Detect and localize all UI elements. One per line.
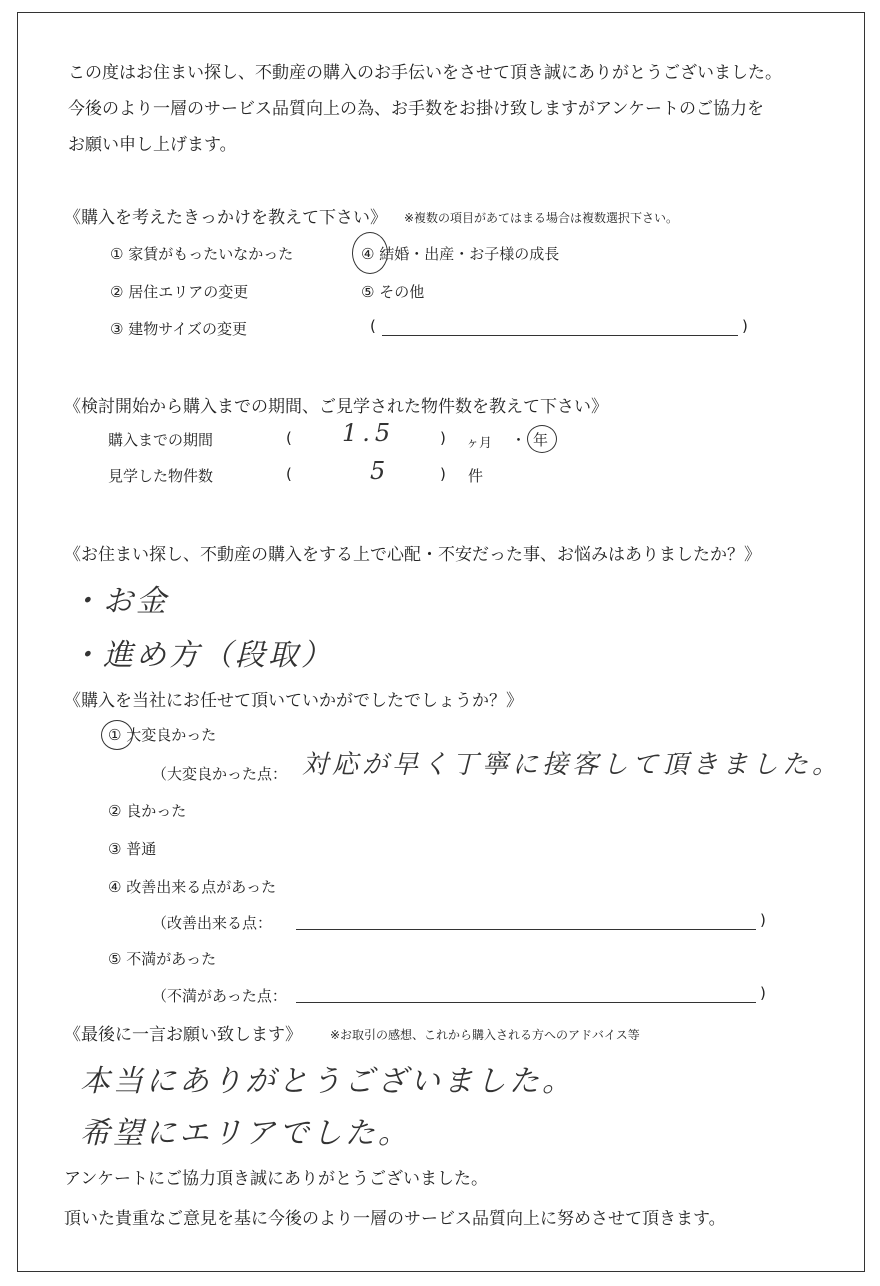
count-unit: 件 xyxy=(468,467,484,485)
closing-line-2: 頂いた貴重なご意見を基に今後のより一層のサービス品質向上に努めさせて頂きます。 xyxy=(64,1209,726,1229)
q4-option-4-input-line[interactable] xyxy=(296,929,756,930)
q4-option-4[interactable]: ④ 改善出来る点があった xyxy=(108,878,277,896)
year-selection-circle xyxy=(527,425,557,453)
intro-line-3: お願い申し上げます。 xyxy=(68,135,237,155)
period-paren-close: ) xyxy=(440,429,446,447)
unit-month[interactable]: ヶ月 xyxy=(466,436,493,451)
period-label: 購入までの期間 xyxy=(108,431,214,449)
count-paren-open: ( xyxy=(286,465,292,483)
selection-circle xyxy=(352,232,388,274)
q1-option-1[interactable]: ① 家賃がもったいなかった xyxy=(110,245,294,263)
q1-note: ※複数の項目があてはまる場合は複数選択下さい。 xyxy=(404,211,679,225)
count-label: 見学した物件数 xyxy=(108,467,214,485)
q1-option-2[interactable]: ② 居住エリアの変更 xyxy=(110,283,249,301)
q3-answer-line-1[interactable]: ・お金 xyxy=(70,584,169,619)
period-value[interactable]: 1.5 xyxy=(342,419,396,447)
q1-option-3[interactable]: ③ 建物サイズの変更 xyxy=(110,320,248,338)
q4-option-1-detail-label: （大変良かった点： xyxy=(152,765,288,783)
q5-answer-line-2[interactable]: 希望にエリアでした。 xyxy=(80,1116,411,1151)
unit-year[interactable]: 年 xyxy=(533,431,549,449)
q4-option-5-input-line[interactable] xyxy=(296,1002,756,1003)
q4-option-3[interactable]: ③ 普通 xyxy=(108,840,157,858)
q3-heading: 《お住まい探し、不動産の購入をする上で心配・不安だった事、お悩みはありましたか？》 xyxy=(64,545,761,565)
q1-option-5[interactable]: ⑤ その他 xyxy=(361,283,425,301)
intro-line-2: 今後のより一層のサービス品質向上の為、お手数をお掛け致しますがアンケートのご協力を xyxy=(68,99,764,119)
q4-option-2[interactable]: ② 良かった xyxy=(108,802,187,820)
q5-answer-line-1[interactable]: 本当にありがとうございました。 xyxy=(80,1064,575,1099)
count-paren-close: ) xyxy=(440,465,446,483)
q4-option-1[interactable]: ① 大変良かった xyxy=(108,726,217,744)
q1-other-close: ) xyxy=(742,317,748,335)
closing-line-1: アンケートにご協力頂き誠にありがとうございました。 xyxy=(64,1169,488,1189)
q2-heading: 《検討開始から購入までの期間、ご見学された物件数を教えて下さい》 xyxy=(64,397,608,417)
q4-option-4-close: ) xyxy=(760,911,766,929)
q4-option-5[interactable]: ⑤ 不満があった xyxy=(108,950,217,968)
q1-option-4[interactable]: ④ 結婚・出産・お子様の成長 xyxy=(361,245,560,263)
q1-other-input-line[interactable] xyxy=(382,335,738,336)
q4-selection-circle xyxy=(101,720,133,750)
period-paren-open: ( xyxy=(286,429,292,447)
intro-line-1: この度はお住まい探し、不動産の購入のお手伝いをさせて頂き誠にありがとうございました。 xyxy=(68,63,782,83)
unit-sep: ・ xyxy=(511,431,527,449)
q4-option-5-close: ) xyxy=(760,984,766,1002)
q3-answer-line-2[interactable]: ・進め方（段取） xyxy=(70,638,334,673)
q5-note: ※お取引の感想、これから購入される方へのアドバイス等 xyxy=(330,1028,640,1042)
q1-heading: 《購入を考えたきっかけを教えて下さい》 xyxy=(64,208,387,228)
count-value[interactable]: 5 xyxy=(370,457,391,485)
q5-heading: 《最後に一言お願い致します》 xyxy=(64,1025,302,1045)
q4-option-1-detail-value[interactable]: 対応が早く丁寧に接客して頂きました。 xyxy=(302,750,843,780)
q1-other-open: ( xyxy=(370,317,376,335)
q4-option-5-detail-label: （不満があった点： xyxy=(152,987,287,1005)
q4-heading: 《購入を当社にお任せて頂いていかがでしたでしょうか？》 xyxy=(64,691,523,711)
q4-option-4-detail-label: （改善出来る点： xyxy=(152,914,273,932)
